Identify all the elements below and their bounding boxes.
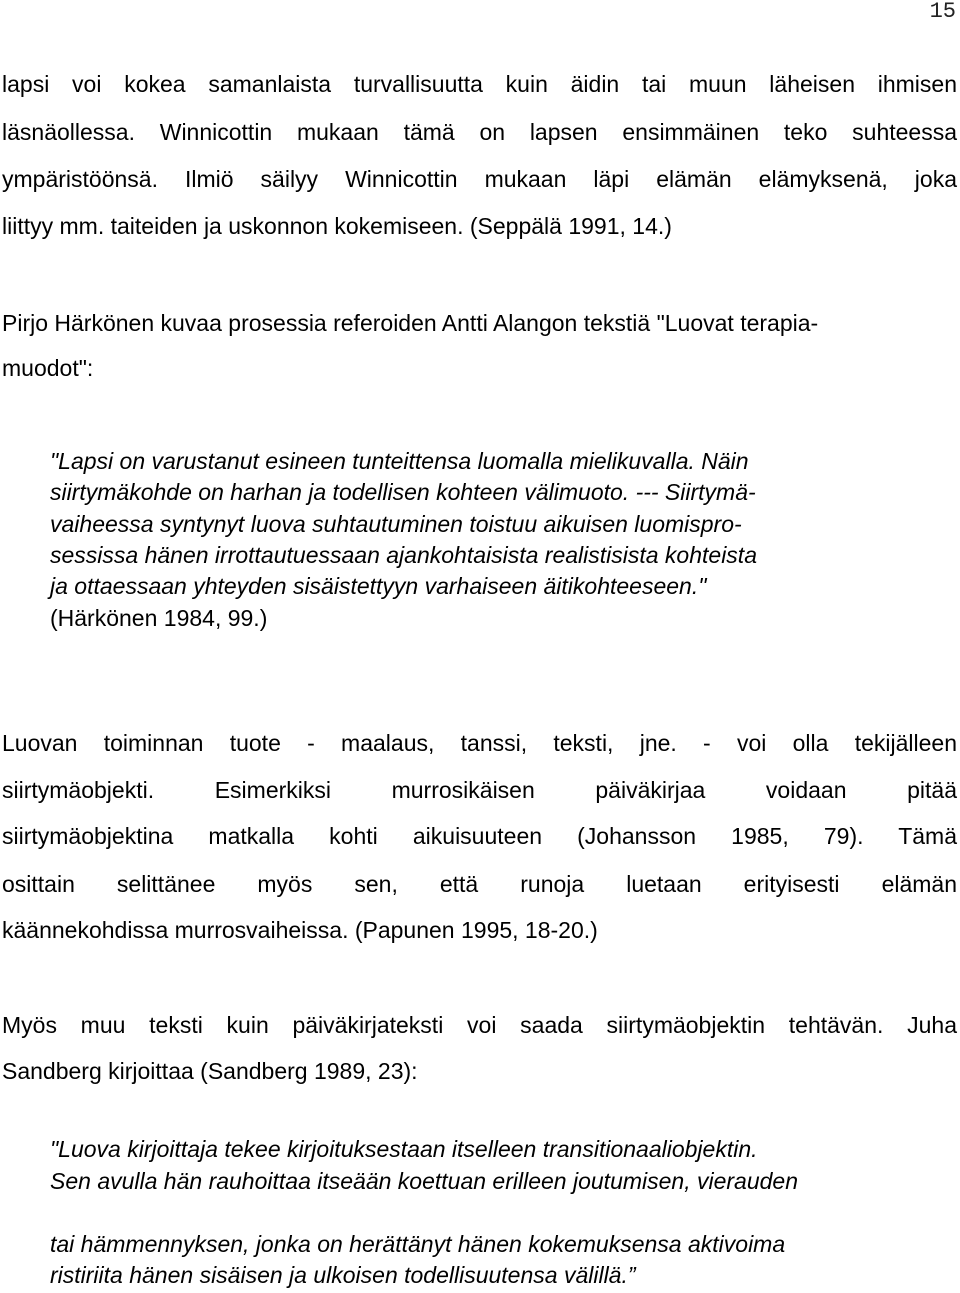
quote-line: vaiheessa syntynyt luova suhtautuminen toistuu aikuisen luomispro- <box>50 511 742 537</box>
quote-line: ristiriita hänen sisäisen ja ulkoisen todellisuutensa välillä.” <box>50 1262 636 1288</box>
paragraph-line: läsnäollessa. Winnicottin mukaan tämä on lapsen ensimmäinen teko suhteessa <box>2 119 957 145</box>
page-number: 15 <box>929 0 956 24</box>
quote-line: sessissa hänen irrottautuessaan ajankohtaisista realistisista kohteista <box>50 542 757 568</box>
paragraph-line: siirtymäobjekti. Esimerkiksi murrosikäisen päiväkirjaa voidaan pitää <box>2 777 957 803</box>
paragraph-line: liittyy mm. taiteiden ja uskonnon kokemiseen. (Seppälä 1991, 14.) <box>2 213 672 239</box>
quote-citation: (Härkönen 1984, 99.) <box>50 605 268 631</box>
quote-line: tai hämmennyksen, jonka on herättänyt hänen kokemuksensa aktivoima <box>50 1231 786 1257</box>
paragraph-line: käännekohdissa murrosvaiheissa. (Papunen 1995, 18-20.) <box>2 917 598 943</box>
paragraph-line: Sandberg kirjoittaa (Sandberg 1989, 23): <box>2 1058 418 1084</box>
quote-line: Sen avulla hän rauhoittaa itseään koettuan erilleen joutumisen, vierauden <box>50 1168 799 1194</box>
paragraph-line: ympäristöönsä. Ilmiö säilyy Winnicottin mukaan läpi elämän elämyksenä, joka <box>2 166 957 192</box>
paragraph-line: siirtymäobjektina matkalla kohti aikuisuuteen (Johansson 1985, 79). Tämä <box>2 823 957 849</box>
quote-line: "Luova kirjoittaja tekee kirjoituksestaan itselleen transitionaaliobjektin. <box>50 1136 758 1162</box>
quote-line: "Lapsi on varustanut esineen tunteittensa luomalla mielikuvalla. Näin <box>50 448 749 474</box>
paragraph-line: Luovan toiminnan tuote - maalaus, tanssi, teksti, jne. - voi olla tekijälleen <box>2 730 957 756</box>
paragraph-line: lapsi voi kokea samanlaista turvallisuutta kuin äidin tai muun läheisen ihmisen <box>2 71 957 97</box>
paragraph-line: muodot": <box>2 355 94 381</box>
paragraph-line: Myös muu teksti kuin päiväkirjateksti voi saada siirtymäobjektin tehtävän. Juha <box>2 1012 957 1038</box>
paragraph-line: Pirjo Härkönen kuvaa prosessia referoiden Antti Alangon tekstiä "Luovat terapia- <box>2 310 819 336</box>
quote-line: ja ottaessaan yhteyden sisäistettyyn varhaiseen äitikohteeseen." <box>50 573 707 599</box>
paragraph-line: osittain selittänee myös sen, että runoja luetaan erityisesti elämän <box>2 871 957 897</box>
quote-line: siirtymäkohde on harhan ja todellisen kohteen välimuoto. --- Siirtymä- <box>50 479 756 505</box>
